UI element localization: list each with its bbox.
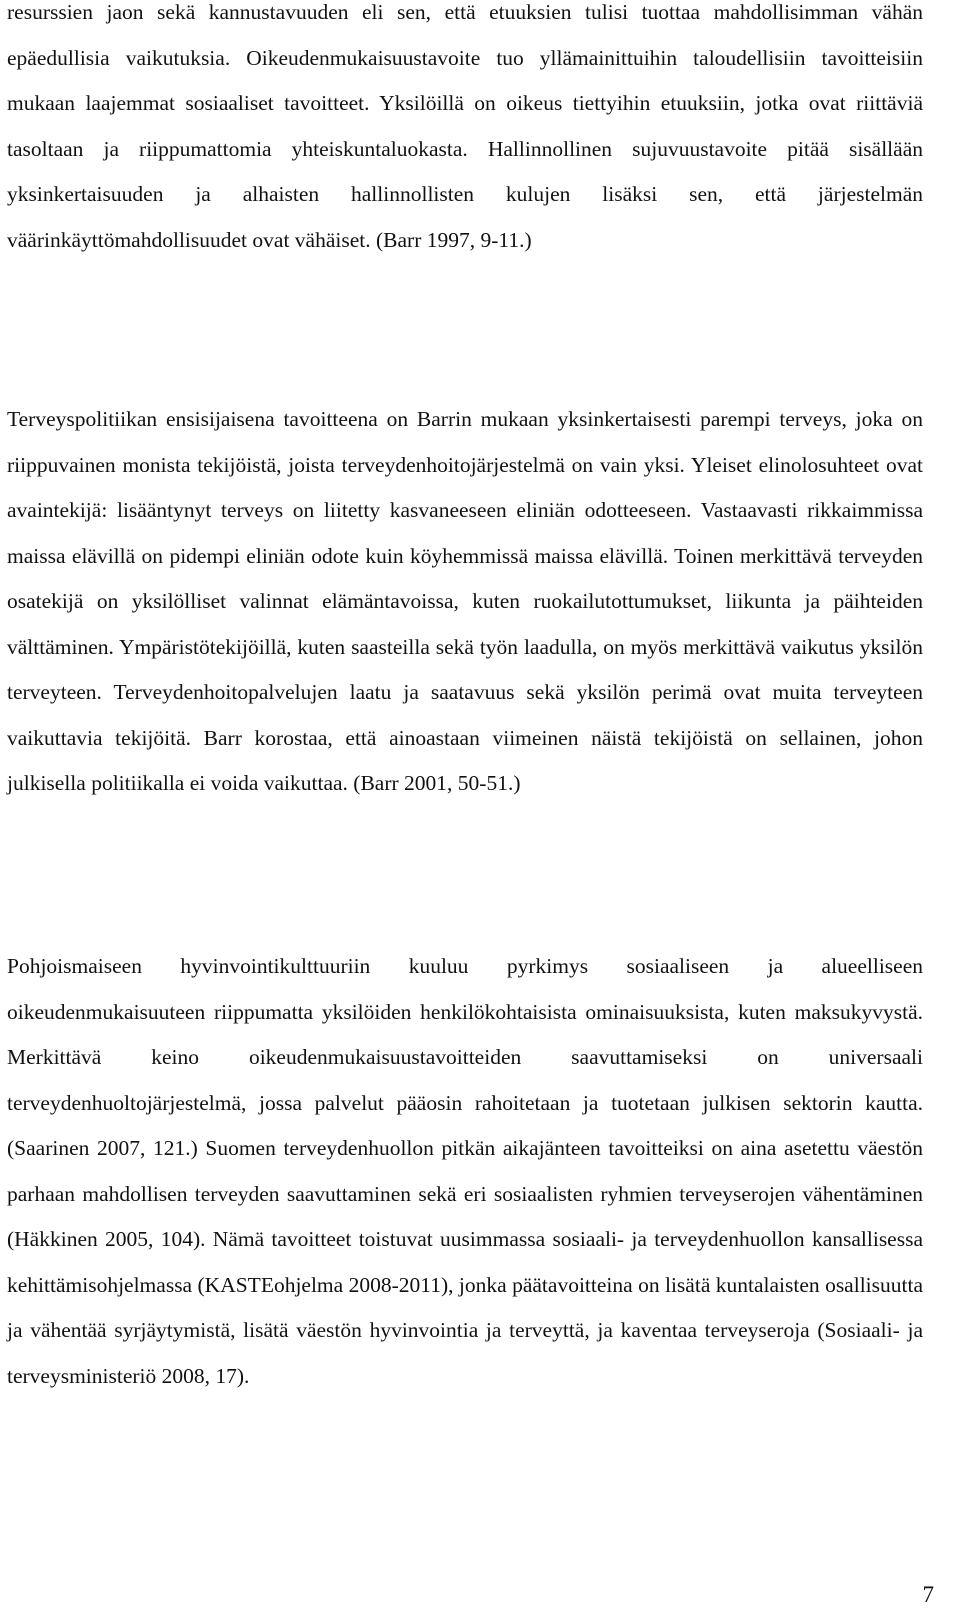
- paragraph-nordic-welfare: Pohjoismaiseen hyvinvointikulttuuriin kuuluu pyrkimys sosiaaliseen ja alueelliseen oikeudenmukaisuuteen riippumatta yksilöiden henkilökohtaisista ominaisuuksista, kuten maksukyvystä. Merkittävä keino oikeudenmukaisuustavoitteiden saavuttamiseksi on universaali terveydenhuoltojärjestelmä, jossa palvelut pääosin rahoitetaan ja tuotetaan julkisen sektorin kautta. (Saarinen 2007, 121.) Suomen terveydenhuollon pitkän aikajänteen tavoitteiksi on aina asetettu väestön parhaan mahdollisen terveyden saavuttaminen sekä eri sosiaalisten ryhmien terveyserojen vähentäminen (Häkkinen 2005, 104). Nämä tavoitteet toistuvat uusimmassa sosiaali- ja terveydenhuollon kansallisessa kehittämisohjelmassa (KASTEohjelma 2008-2011), jonka päätavoitteina on lisätä kuntalaisten osallisuutta ja vähentää syrjäytymistä, lisätä väestön hyvinvointia ja terveyttä, ja kaventaa terveyseroja (Sosiaali- ja terveysministeriö 2008, 17).: [7, 954, 923, 1388]
- paragraph-health-policy: Terveyspolitiikan ensisijaisena tavoitteena on Barrin mukaan yksinkertaisesti parempi terveys, joka on riippuvainen monista tekijöistä, joista terveydenhoitojärjestelmä on vain yksi. Yleiset elinolosuhteet ovat avaintekijä: lisääntynyt terveys on liitetty kasvaneeseen eliniän odotteeseen. Vastaavasti rikkaimmissa maissa elävillä on pidempi eliniän odote kuin köyhemmissä maissa elävillä. Toinen merkittävä terveyden osatekijä on yksilölliset valinnat elämäntavoissa, kuten ruokailutottumukset, liikunta ja päihteiden välttäminen. Ympäristötekijöillä, kuten saasteilla sekä työn laadulla, on myös merkittävä vaikutus yksilön terveyteen. Terveydenhoitopalvelujen laatu ja saatavuus sekä yksilön perimä ovat muita terveyteen vaikuttavia tekijöitä. Barr korostaa, että ainoastaan viimeinen näistä tekijöistä on sellainen, johon julkisella politiikalla ei voida vaikuttaa. (Barr 2001, 50-51.): [7, 407, 923, 795]
- page-number: 7: [922, 1582, 934, 1607]
- paragraph-benefits-goals: resurssien jaon sekä kannustavuuden eli sen, että etuuksien tulisi tuottaa mahdollisimman vähän epäedullisia vaikutuksia. Oikeudenmukaisuustavoite tuo yllämainittuihin taloudellisiin tavoitteisiin mukaan laajemmat sosiaaliset tavoitteet. Yksilöillä on oikeus tiettyihin etuuksiin, jotka ovat riittäviä tasoltaan ja riippumattomia yhteiskuntaluokasta. Hallinnollinen sujuvuustavoite pitää sisällään yksinkertaisuuden ja alhaisten hallinnollisten kulujen lisäksi sen, että järjestelmän väärinkäyttömahdollisuudet ovat vähäiset. (Barr 1997, 9-11.): [7, 0, 923, 252]
